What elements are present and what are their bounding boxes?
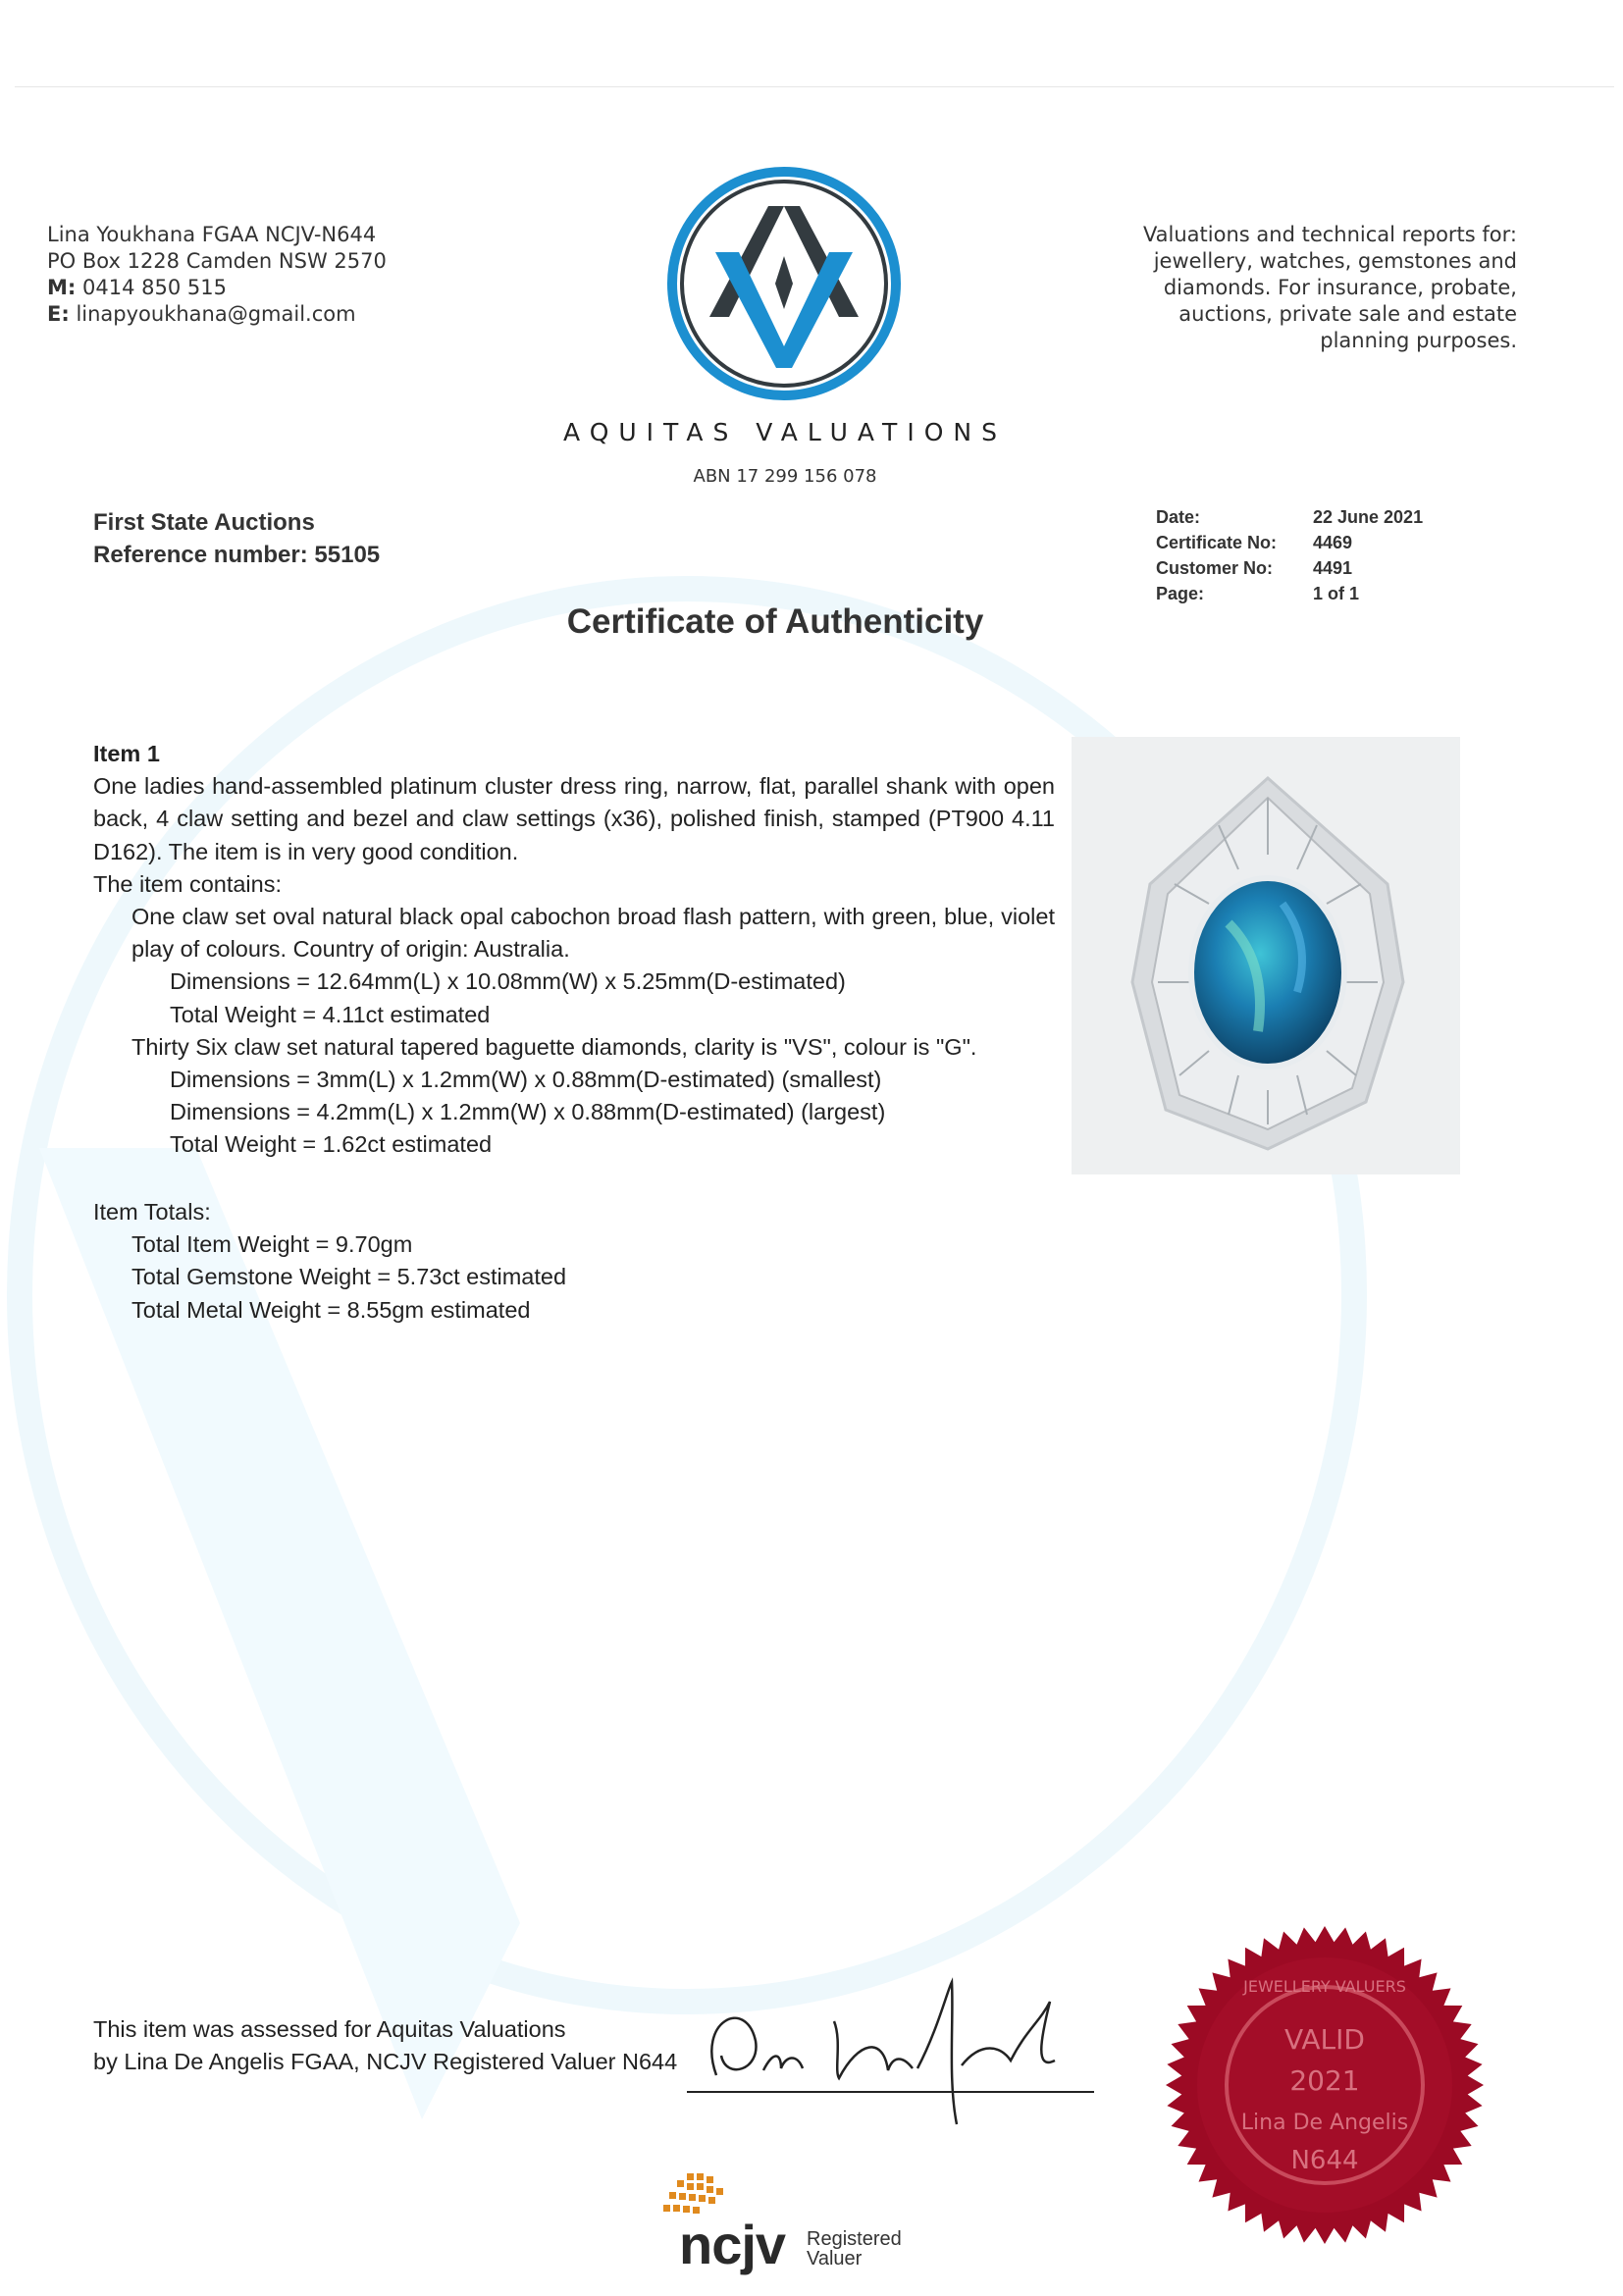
- diamond-dimensions-smallest: Dimensions = 3mm(L) x 1.2mm(W) x 0.88mm(D-estimated) (smallest): [170, 1067, 882, 1093]
- top-divider: [15, 86, 1614, 87]
- total-metal-weight: Total Metal Weight = 8.55gm estimated: [131, 1296, 531, 1323]
- meta-page-row: Page: 1 of 1: [1156, 584, 1360, 603]
- diamond-description: Thirty Six claw set natural tapered baguette diamonds, clarity is "VS", colour is "G".: [131, 1033, 977, 1060]
- seal-valid: VALID: [1284, 2023, 1365, 2056]
- item-contains-label: The item contains:: [93, 870, 283, 897]
- total-item-weight: Total Item Weight = 9.70gm: [131, 1231, 413, 1258]
- meta-date-row: Date: 22 June 2021: [1156, 507, 1424, 527]
- letterhead-name: Lina Youkhana FGAA NCJV-N644: [47, 223, 377, 246]
- item-totals: [93, 1196, 566, 1327]
- signature: [687, 1962, 1099, 2129]
- meta-cert-row: Certificate No: 4469: [1156, 533, 1353, 552]
- assessment-line-1: This item was assessed for Aquitas Valuations: [93, 2016, 566, 2042]
- client-reference: Reference number: 55105: [93, 542, 381, 568]
- opal-description: One claw set oval natural black opal cabochon broad flash pattern, with green, blue, violet play of colours. Country of origin: Australia.: [131, 904, 1055, 963]
- page-title: Certificate of Authenticity: [566, 602, 984, 641]
- aquitas-logo-icon: [662, 162, 906, 405]
- seal-code: N644: [1290, 2146, 1359, 2175]
- assessment-statement: [93, 2013, 677, 2078]
- letterhead-tagline: Valuations and technical reports for: jewellery, watches, gemstones and diamonds. For insurance, probate, auctions, private sale and estate planning purposes.: [1142, 223, 1517, 352]
- letterhead-contact: [47, 222, 387, 328]
- ncjv-logo: [648, 2168, 962, 2276]
- client-company: First State Auctions: [93, 509, 315, 536]
- ring-photo: [1072, 737, 1460, 1174]
- abn-number: ABN 17 299 156 078: [693, 466, 877, 487]
- item-section: [93, 738, 1055, 1162]
- item-description: One ladies hand-assembled platinum cluster dress ring, narrow, flat, parallel shank with open back, 4 claw setting and bezel and claw settings (x36), polished finish, stamped (PT900 4.11 D162). The item is in very good condition.: [93, 773, 1055, 864]
- diamond-weight: Total Weight = 1.62ct estimated: [170, 1131, 493, 1158]
- totals-heading: Item Totals:: [93, 1199, 211, 1225]
- wax-seal: [1158, 1923, 1492, 2247]
- total-gemstone-weight: Total Gemstone Weight = 5.73ct estimated: [131, 1264, 567, 1290]
- letterhead-mobile: M: 0414 850 515: [47, 276, 227, 299]
- seal-year: 2021: [1289, 2064, 1360, 2097]
- opal-weight: Total Weight = 4.11ct estimated: [170, 1001, 491, 1027]
- brand-name: AQUITAS VALUATIONS: [563, 418, 1007, 446]
- diamond-dimensions-largest: Dimensions = 4.2mm(L) x 1.2mm(W) x 0.88mm(D-estimated) (largest): [170, 1099, 886, 1125]
- letterhead-address: PO Box 1228 Camden NSW 2570: [47, 249, 387, 273]
- seal-ring-text: JEWELLERY VALUERS: [1243, 1977, 1406, 1996]
- meta-customer-row: Customer No: 4491: [1156, 558, 1353, 578]
- item-heading: Item 1: [93, 741, 160, 766]
- opal-dimensions: Dimensions = 12.64mm(L) x 10.08mm(W) x 5.25mm(D-estimated): [170, 968, 846, 995]
- ncjv-word: ncjv: [679, 2214, 786, 2275]
- seal-name: Lina De Angelis: [1240, 2111, 1409, 2135]
- assessment-line-2: by Lina De Angelis FGAA, NCJV Registered Valuer N644: [93, 2049, 678, 2074]
- certificate-meta: [1156, 504, 1470, 606]
- ncjv-subtitle: Registered Valuer: [807, 2228, 902, 2270]
- letterhead-email: E: linapyoukhana@gmail.com: [47, 302, 356, 326]
- client-block: [93, 506, 380, 571]
